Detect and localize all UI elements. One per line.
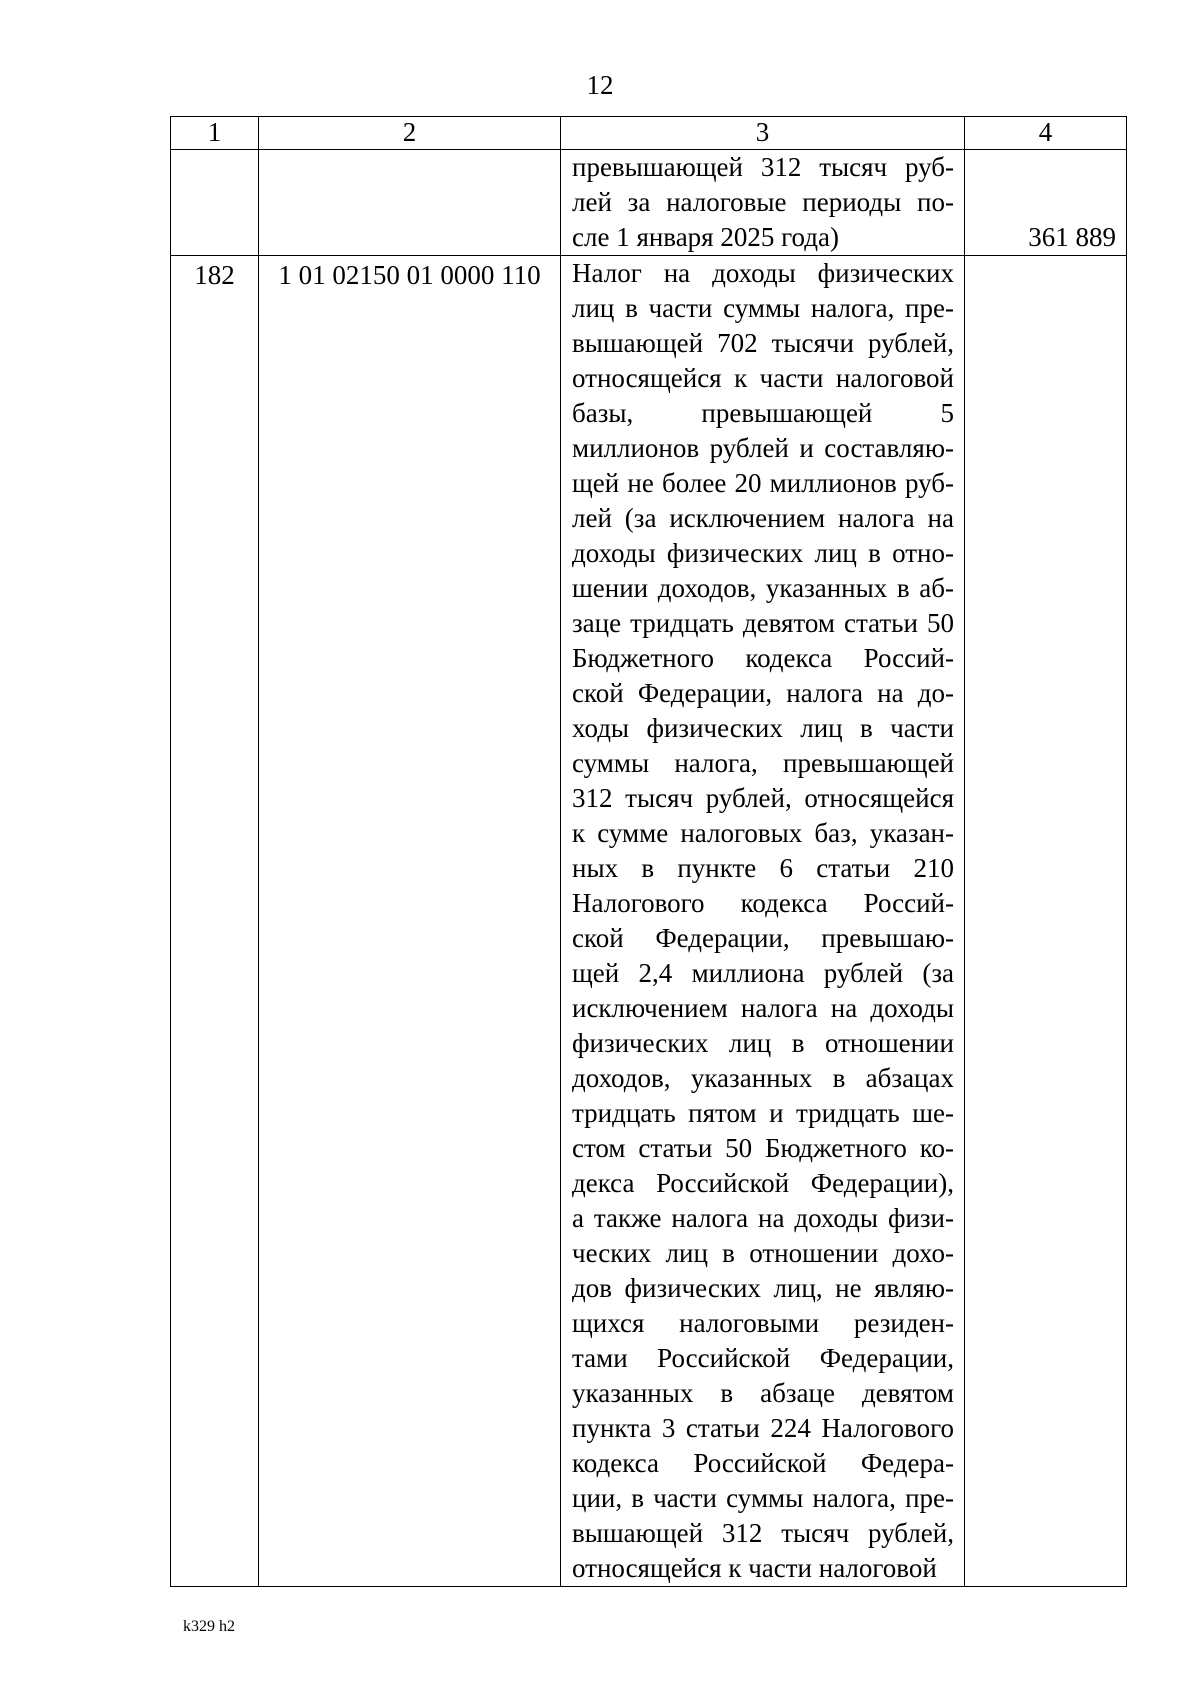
- description-line: превышающей 312 тысяч руб-: [572, 152, 954, 182]
- description-line: лей (за исключением налога на: [572, 503, 954, 533]
- description-line: ных в пункте 6 статьи 210: [572, 853, 954, 883]
- description-line: а также налога на доходы физи-: [572, 1203, 954, 1233]
- description-line: 312 тысяч рублей, относящейся: [572, 783, 954, 813]
- description-line: щихся налоговыми резиден-: [572, 1308, 954, 1338]
- description-line: ской Федерации, превышаю-: [572, 923, 954, 953]
- document-code: k329 h2: [183, 1618, 235, 1635]
- table-row: [171, 150, 1127, 256]
- description-line: исключением налога на доходы: [572, 993, 954, 1023]
- description-line: базы, превышающей 5: [572, 398, 954, 428]
- description-cell: [561, 150, 965, 256]
- description-line: сле 1 января 2025 года): [572, 222, 839, 252]
- description-line: тами Российской Федерации,: [572, 1343, 954, 1373]
- row-number-cell: [171, 150, 259, 256]
- budget-code-cell: [259, 150, 561, 256]
- amount-cell: 361 889: [965, 150, 1127, 256]
- description-line: шении доходов, указанных в аб-: [572, 573, 954, 603]
- budget-table: [170, 116, 1127, 1587]
- description-line: вышающей 702 тысячи рублей,: [572, 328, 954, 358]
- description-line: дов физических лиц, не являю-: [572, 1273, 954, 1303]
- description-line: тридцать пятом и тридцать ше-: [572, 1098, 954, 1128]
- description-line: Бюджетного кодекса Россий-: [572, 643, 954, 673]
- description-line: ческих лиц в отношении дохо-: [572, 1238, 954, 1268]
- description-line: ходы физических лиц в части: [572, 713, 954, 743]
- description-line: ции, в части суммы налога, пре-: [572, 1483, 954, 1513]
- description-line: вышающей 312 тысяч рублей,: [572, 1518, 954, 1548]
- description-line: лиц в части суммы налога, пре-: [572, 293, 954, 323]
- description-line: доходов, указанных в абзацах: [572, 1063, 954, 1093]
- description-line: лей за налоговые периоды по-: [572, 187, 954, 217]
- header-cell-col1: 1: [171, 117, 259, 150]
- description-line: кодекса Российской Федера-: [572, 1448, 954, 1478]
- header-cell-col2: 2: [259, 117, 561, 150]
- description-line: относящейся к части налоговой: [572, 1553, 937, 1583]
- description-line: декса Российской Федерации),: [572, 1168, 954, 1198]
- table-header-row: [171, 117, 1127, 150]
- amount-cell: [965, 256, 1127, 1587]
- description-line: Налог на доходы физических: [572, 258, 954, 288]
- budget-code-cell: 1 01 02150 01 0000 110: [259, 256, 561, 1587]
- description-line: суммы налога, превышающей: [572, 748, 954, 778]
- description-line: щей не более 20 миллионов руб-: [572, 468, 954, 498]
- description-line: относящейся к части налоговой: [572, 363, 954, 393]
- description-line: Налогового кодекса Россий-: [572, 888, 954, 918]
- description-cell: [561, 256, 965, 1587]
- description-line: миллионов рублей и составляю-: [572, 433, 954, 463]
- description-line: к сумме налоговых баз, указан-: [572, 818, 954, 848]
- description-line: доходы физических лиц в отно-: [572, 538, 954, 568]
- description-line: щей 2,4 миллиона рублей (за: [572, 958, 954, 988]
- description-line: указанных в абзаце девятом: [572, 1378, 954, 1408]
- description-line: физических лиц в отношении: [572, 1028, 954, 1058]
- description-line: ской Федерации, налога на до-: [572, 678, 954, 708]
- row-number-cell: 182: [171, 256, 259, 1587]
- header-cell-col3: 3: [561, 117, 965, 150]
- description-line: пункта 3 статьи 224 Налогового: [572, 1413, 954, 1443]
- page-number: 12: [586, 70, 614, 100]
- table-row: [171, 256, 1127, 1587]
- description-line: заце тридцать девятом статьи 50: [572, 608, 954, 638]
- header-cell-col4: 4: [965, 117, 1127, 150]
- description-line: стом статьи 50 Бюджетного ко-: [572, 1133, 954, 1163]
